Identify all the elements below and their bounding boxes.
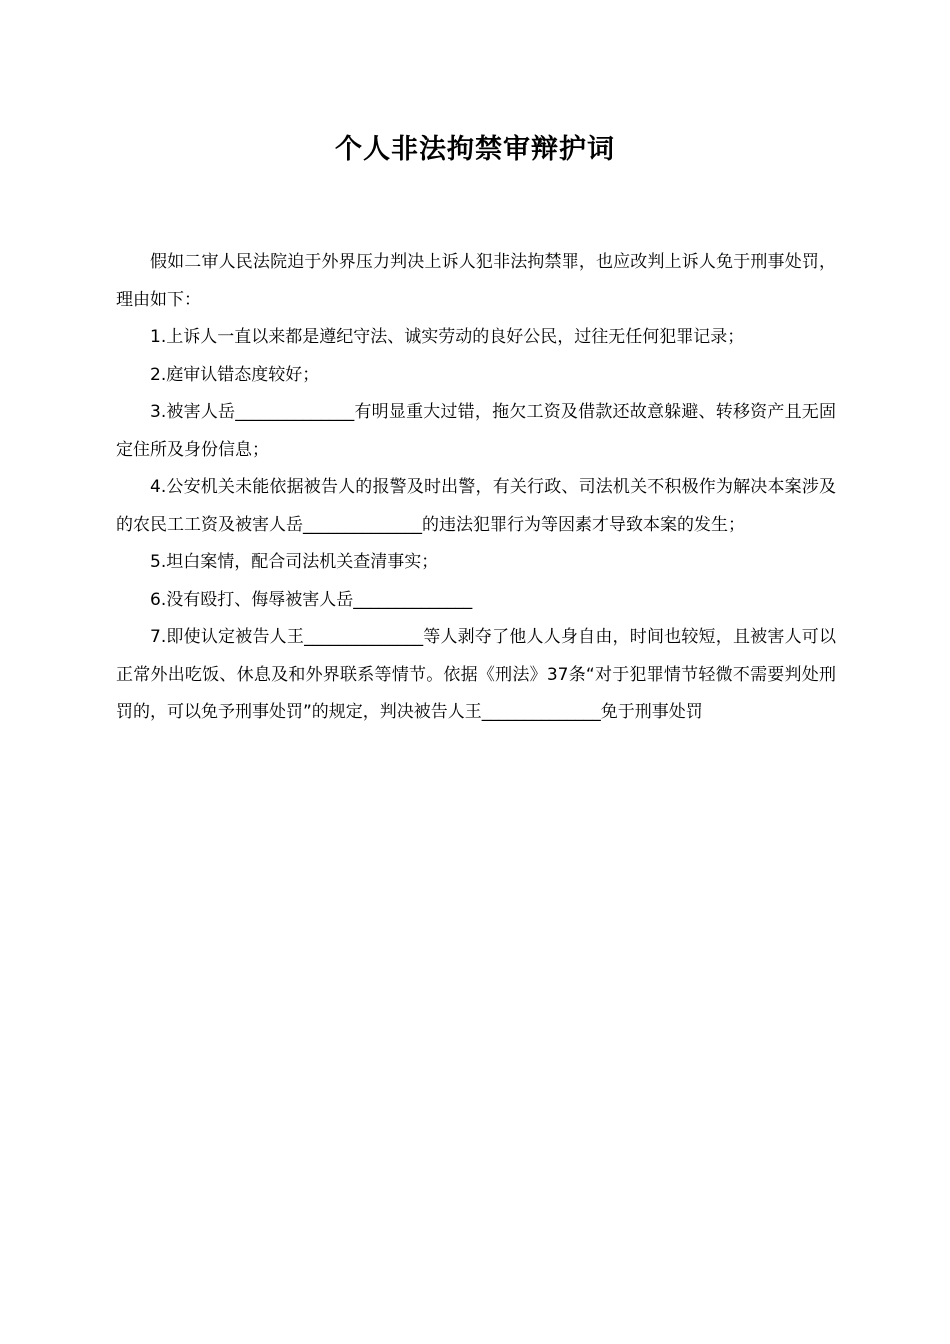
document-body — [116, 244, 836, 732]
reason-item-3: 3.被害人岳______________有明显重大过错，拖欠工资及借款还故意躲避、转移资产且无固定住所及身份信息； — [116, 402, 836, 460]
reason-item-5: 5.坦白案情，配合司法机关查清事实； — [150, 552, 439, 572]
reason-item-7: 7.即使认定被告人王______________等人剥夺了他人人身自由，时间也较短，且被害人可以正常外出吃饭、休息及和外界联系等情节。依据《刑法》37条“对于犯罪情节轻微不需要判处刑罚的，可以免予刑事处罚”的规定，判决被告人王______________免于刑事处罚 — [116, 627, 836, 722]
reason-item-4: 4.公安机关未能依据被告人的报警及时出警，有关行政、司法机关不积极作为解决本案涉及的农民工工资及被害人岳______________的违法犯罪行为等因素才导致本案的发生； — [116, 477, 836, 535]
document-title: 个人非法拘禁审辩护词 — [335, 134, 615, 165]
reason-item-1: 1.上诉人一直以来都是遵纪守法、诚实劳动的良好公民，过往无任何犯罪记录； — [150, 327, 745, 347]
intro-paragraph: 假如二审人民法院迫于外界压力判决上诉人犯非法拘禁罪，也应改判上诉人免于刑事处罚，理由如下： — [116, 252, 836, 310]
reason-item-6: 6.没有殴打、侮辱被害人岳______________ — [150, 589, 473, 610]
reason-item-2: 2.庭审认错态度较好； — [150, 364, 320, 385]
